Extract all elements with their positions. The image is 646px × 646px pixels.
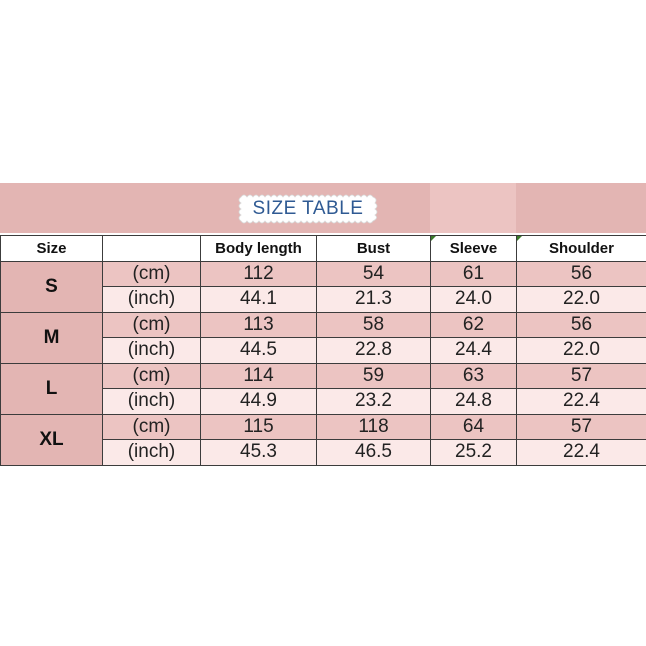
unit-label: (inch) [103, 389, 201, 415]
column-header-sleeve: Sleeve [431, 236, 517, 262]
table-row [1, 261, 646, 287]
table-row [1, 312, 646, 338]
body-length-value: 115 [201, 414, 317, 440]
cell-marker [431, 236, 436, 241]
shoulder-value: 22.4 [517, 440, 646, 466]
sleeve-value: 24.0 [431, 287, 517, 313]
column-header-bust: Bust [317, 236, 431, 262]
shoulder-value: 22.0 [517, 287, 646, 313]
body-length-value: 45.3 [201, 440, 317, 466]
shoulder-value: 57 [517, 363, 646, 389]
size-label: M [1, 312, 103, 363]
shoulder-value: 56 [517, 312, 646, 338]
title-badge [233, 191, 383, 227]
shoulder-value: 56 [517, 261, 646, 287]
shoulder-value: 22.0 [517, 338, 646, 364]
unit-label: (inch) [103, 440, 201, 466]
shoulder-value: 22.4 [517, 389, 646, 415]
unit-label: (inch) [103, 338, 201, 364]
bust-value: 46.5 [317, 440, 431, 466]
table-header-row [1, 236, 646, 262]
unit-label: (cm) [103, 363, 201, 389]
bust-value: 23.2 [317, 389, 431, 415]
body-length-value: 112 [201, 261, 317, 287]
unit-label: (inch) [103, 287, 201, 313]
bust-value: 21.3 [317, 287, 431, 313]
cell-marker [517, 236, 522, 241]
sleeve-value: 24.4 [431, 338, 517, 364]
bust-value: 54 [317, 261, 431, 287]
column-header-size: Size [1, 236, 103, 262]
body-length-value: 113 [201, 312, 317, 338]
size-label: S [1, 261, 103, 312]
size-label: L [1, 363, 103, 414]
unit-label: (cm) [103, 312, 201, 338]
body-length-value: 44.9 [201, 389, 317, 415]
sleeve-value: 62 [431, 312, 517, 338]
shoulder-value: 57 [517, 414, 646, 440]
body-length-value: 44.5 [201, 338, 317, 364]
unit-label: (cm) [103, 414, 201, 440]
body-length-value: 44.1 [201, 287, 317, 313]
sleeve-value: 64 [431, 414, 517, 440]
unit-label: (cm) [103, 261, 201, 287]
sleeve-value: 61 [431, 261, 517, 287]
column-header-body-length: Body length [201, 236, 317, 262]
table-row [1, 363, 646, 389]
body-length-value: 114 [201, 363, 317, 389]
column-header-shoulder: Shoulder [517, 236, 646, 262]
bust-value: 59 [317, 363, 431, 389]
column-header-unit [103, 236, 201, 262]
sleeve-value: 24.8 [431, 389, 517, 415]
table-row [1, 414, 646, 440]
title-band-accent [430, 183, 516, 233]
bust-value: 22.8 [317, 338, 431, 364]
sleeve-value: 63 [431, 363, 517, 389]
bust-value: 58 [317, 312, 431, 338]
bust-value: 118 [317, 414, 431, 440]
sleeve-value: 25.2 [431, 440, 517, 466]
size-table [0, 235, 646, 466]
page-title: SIZE TABLE [252, 198, 364, 219]
size-label: XL [1, 414, 103, 465]
